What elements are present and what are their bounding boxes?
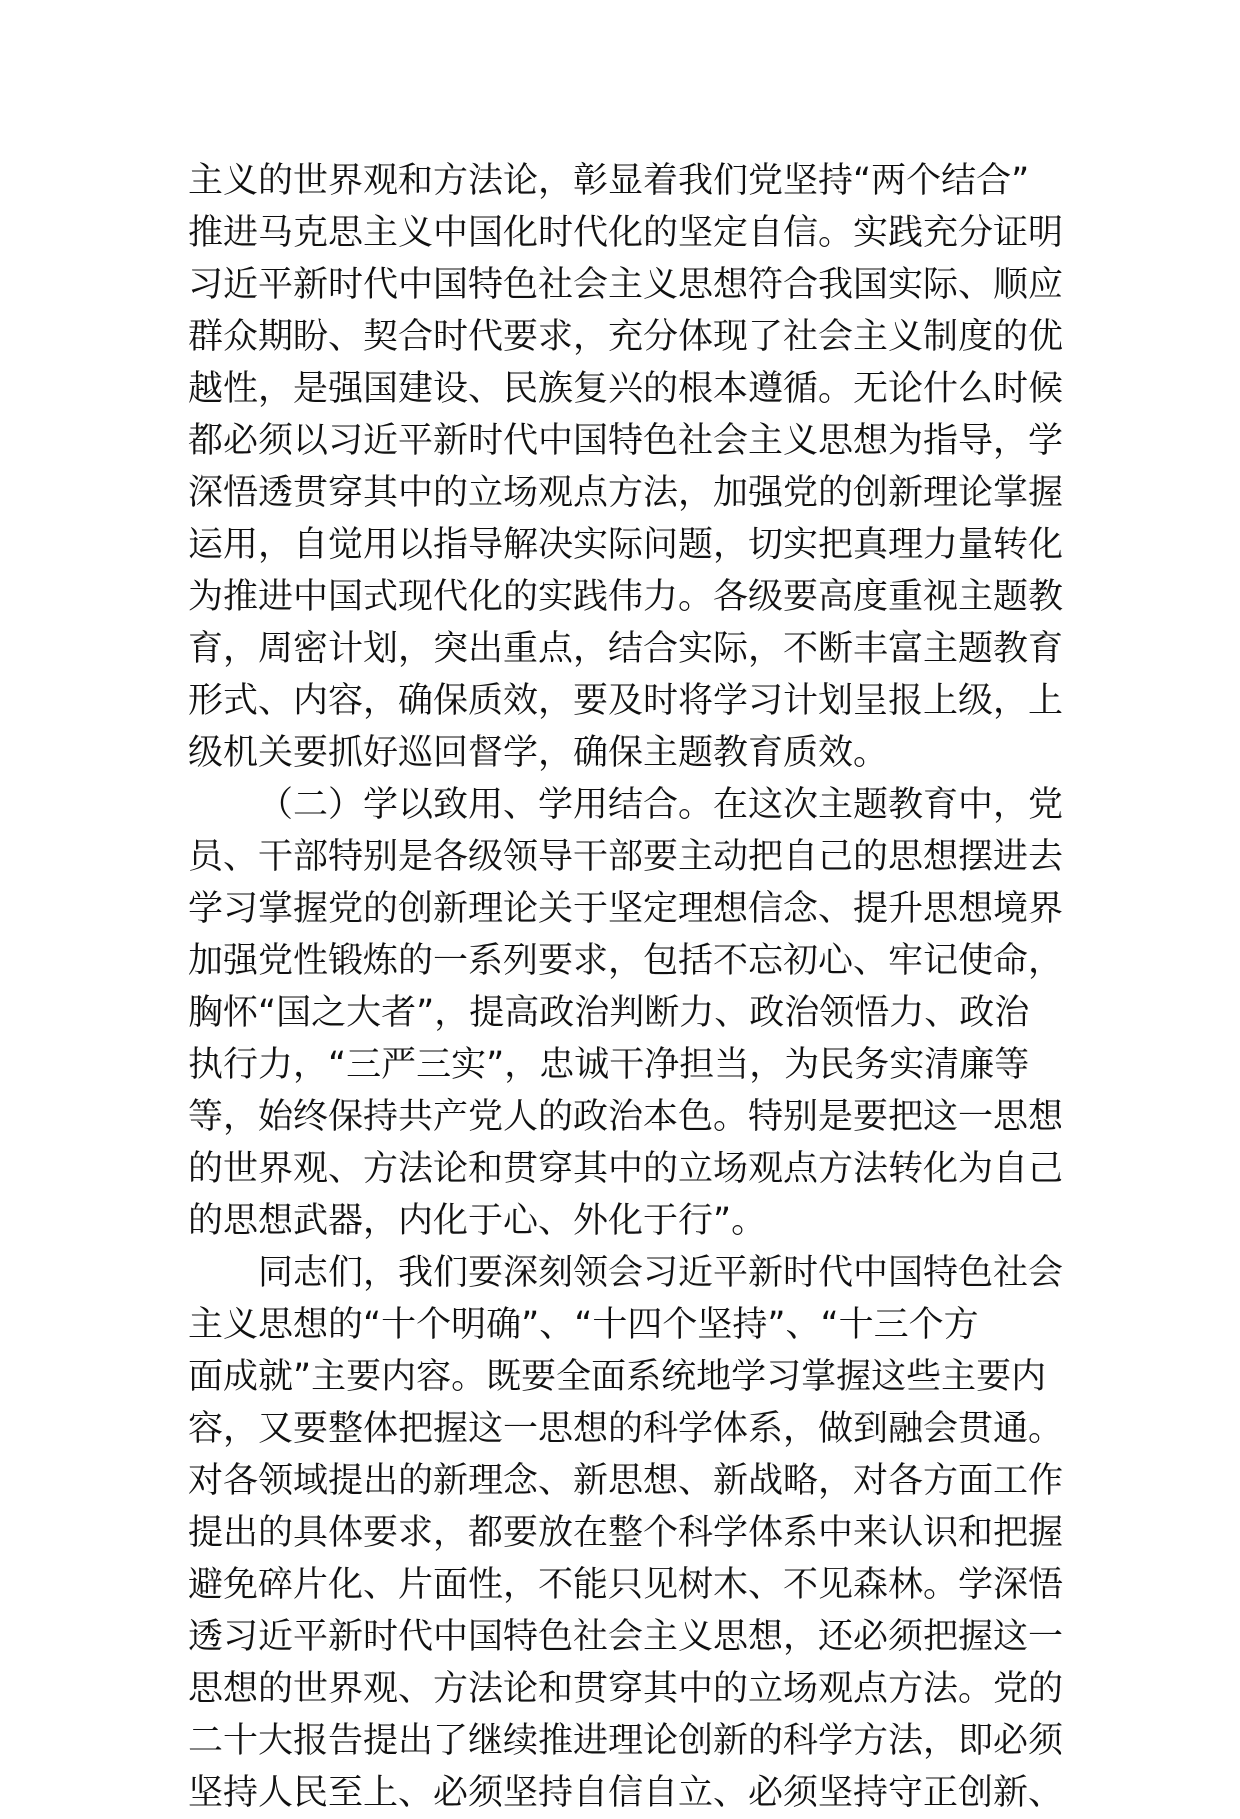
text-line: 执行力，“三严三实”，忠诚干净担当，为民务实清廉等 — [188, 1045, 1030, 1085]
paragraph-start-line: （二）学以致用、学用结合。在这次主题教育中，党 — [258, 785, 1064, 825]
text-line: 避免碎片化、片面性，不能只见树木、不见森林。学深悟 — [188, 1565, 1064, 1605]
text-line: 育，周密计划，突出重点，结合实际，不断丰富主题教育 — [188, 629, 1064, 669]
text-line: 的思想武器，内化于心、外化于行”。 — [188, 1201, 767, 1241]
text-line: 深悟透贯穿其中的立场观点方法，加强党的创新理论掌握 — [188, 473, 1064, 513]
text-line: 二十大报告提出了继续推进理论创新的科学方法，即必须 — [188, 1721, 1064, 1761]
text-line: 胸怀“国之大者”，提高政治判断力、政治领悟力、政治 — [188, 993, 1030, 1033]
text-line: 运用，自觉用以指导解决实际问题，切实把真理力量转化 — [188, 525, 1064, 565]
text-line: 加强党性锻炼的一系列要求，包括不忘初心、牢记使命， — [188, 941, 1064, 981]
text-line: 坚持人民至上、必须坚持自信自立、必须坚持守正创新、 — [188, 1773, 1064, 1813]
text-line: 透习近平新时代中国特色社会主义思想，还必须把握这一 — [188, 1617, 1064, 1657]
text-line: 的世界观、方法论和贯穿其中的立场观点方法转化为自己 — [188, 1149, 1064, 1189]
text-line: 容，又要整体把握这一思想的科学体系，做到融会贯通。 — [188, 1409, 1064, 1449]
text-line: 主义思想的“十个明确”、“十四个坚持”、“十三个方 — [188, 1305, 979, 1345]
text-line: 员、干部特别是各级领导干部要主动把自己的思想摆进去 — [188, 837, 1064, 877]
document-body — [188, 155, 1068, 1819]
text-line: 推进马克思主义中国化时代化的坚定自信。实践充分证明 — [188, 213, 1064, 253]
paragraph-start-line: 同志们，我们要深刻领会习近平新时代中国特色社会 — [258, 1253, 1064, 1293]
text-line: 级机关要抓好巡回督学，确保主题教育质效。 — [188, 733, 889, 773]
text-line: 习近平新时代中国特色社会主义思想符合我国实际、顺应 — [188, 265, 1064, 305]
text-line: 面成就”主要内容。既要全面系统地学习掌握这些主要内 — [188, 1357, 1047, 1397]
text-line: 越性，是强国建设、民族复兴的根本遵循。无论什么时候 — [188, 369, 1064, 409]
text-line: 为推进中国式现代化的实践伟力。各级要高度重视主题教 — [188, 577, 1064, 617]
text-line: 学习掌握党的创新理论关于坚定理想信念、提升思想境界 — [188, 889, 1064, 929]
text-line: 群众期盼、契合时代要求，充分体现了社会主义制度的优 — [188, 317, 1064, 357]
text-line: 提出的具体要求，都要放在整个科学体系中来认识和把握 — [188, 1513, 1064, 1553]
text-line: 形式、内容，确保质效，要及时将学习计划呈报上级，上 — [188, 681, 1064, 721]
text-line: 对各领域提出的新理念、新思想、新战略，对各方面工作 — [188, 1461, 1064, 1501]
text-line: 等，始终保持共产党人的政治本色。特别是要把这一思想 — [188, 1097, 1064, 1137]
text-line: 思想的世界观、方法论和贯穿其中的立场观点方法。党的 — [188, 1669, 1064, 1709]
text-line: 都必须以习近平新时代中国特色社会主义思想为指导，学 — [188, 421, 1064, 461]
text-line: 主义的世界观和方法论，彰显着我们党坚持“两个结合” — [188, 161, 1030, 201]
